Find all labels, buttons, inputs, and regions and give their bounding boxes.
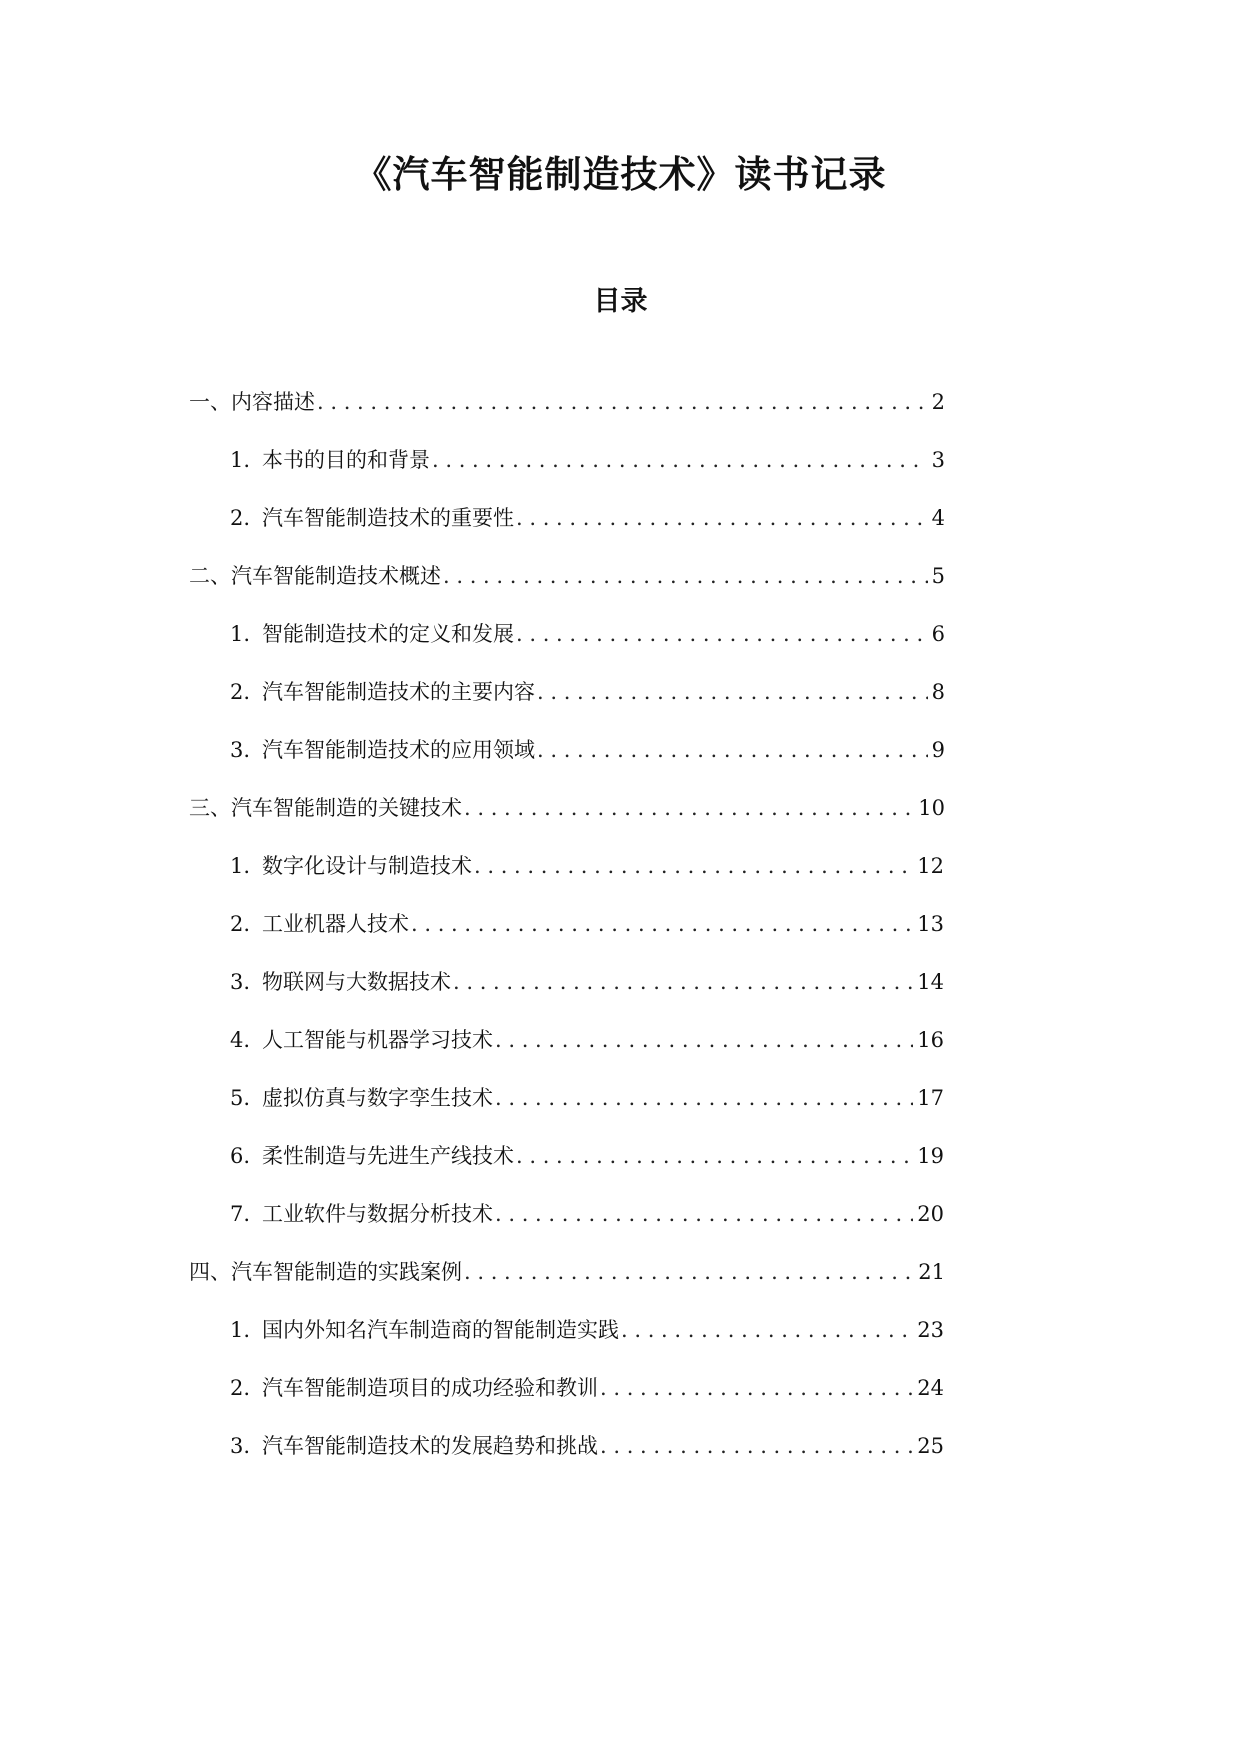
toc-entry-text: 柔性制造与先进生产线技术: [262, 1144, 514, 1168]
toc-heading: 目录: [593, 286, 648, 317]
toc-entry-text: 二、汽车智能制造技术概述: [189, 564, 441, 588]
toc-entry-section[interactable]: [189, 384, 945, 420]
toc-entry-number: 1.: [229, 854, 250, 878]
toc-entry-subsection[interactable]: [212, 964, 944, 1000]
toc-page-number: 14: [917, 970, 944, 994]
toc-entry-text: 汽车智能制造技术的重要性: [262, 506, 514, 530]
toc-entry-text: 三、汽车智能制造的关键技术: [189, 796, 462, 820]
toc-entry-number: 1.: [229, 622, 250, 646]
toc-entry-number: 2.: [229, 680, 250, 704]
toc-dot-leader: [514, 1138, 913, 1174]
toc-entry-text: 工业软件与数据分析技术: [262, 1202, 493, 1226]
toc-page-number: 9: [931, 738, 945, 762]
toc-page-number: 25: [917, 1434, 944, 1458]
toc-entry-number: 2.: [229, 1376, 250, 1400]
toc-dot-leader: [619, 1312, 913, 1348]
toc-entry-text: 四、汽车智能制造的实践案例: [189, 1260, 462, 1284]
toc-page-number: 4: [931, 506, 945, 530]
toc-page-number: 16: [917, 1028, 944, 1052]
toc-entry-subsection[interactable]: [212, 1370, 944, 1406]
toc-entry-subsection[interactable]: [212, 732, 945, 768]
toc-page-number: 12: [917, 854, 944, 878]
toc-page-number: 21: [918, 1260, 945, 1284]
toc-dot-leader: [535, 674, 928, 710]
toc-entry-number: 6.: [229, 1144, 250, 1168]
document-title: 《汽车智能制造技术》读书记录: [354, 153, 887, 196]
toc-entry-subsection[interactable]: [212, 442, 945, 478]
toc-entry-number: 4.: [229, 1028, 250, 1052]
toc-page-number: 6: [931, 622, 945, 646]
toc-entry-number: 3.: [229, 970, 250, 994]
toc-entry-number: 2.: [229, 912, 250, 936]
toc-dot-leader: [462, 1254, 914, 1290]
toc-entry-subsection[interactable]: [212, 674, 945, 710]
toc-page-number: 10: [918, 796, 945, 820]
toc-entry-text: 汽车智能制造技术的应用领域: [262, 738, 535, 762]
toc-entry-section[interactable]: [189, 558, 945, 594]
toc-dot-leader: [514, 616, 928, 652]
toc-page-number: 13: [917, 912, 944, 936]
toc-dot-leader: [315, 384, 928, 420]
toc-entry-text: 本书的目的和背景: [262, 448, 430, 472]
toc-dot-leader: [430, 442, 928, 478]
toc-entry-subsection[interactable]: [212, 1196, 944, 1232]
toc-entry-text: 汽车智能制造技术的发展趋势和挑战: [262, 1434, 598, 1458]
toc-entry-subsection[interactable]: [212, 500, 945, 536]
toc-dot-leader: [535, 732, 928, 768]
toc-page-number: 5: [931, 564, 945, 588]
toc-entry-number: 2.: [229, 506, 250, 530]
toc-dot-leader: [462, 790, 914, 826]
toc-entry-number: 1.: [229, 448, 250, 472]
toc-entry-text: 国内外知名汽车制造商的智能制造实践: [262, 1318, 619, 1342]
toc-entry-text: 虚拟仿真与数字孪生技术: [262, 1086, 493, 1110]
toc-entry-subsection[interactable]: [212, 616, 945, 652]
toc-entry-text: 数字化设计与制造技术: [262, 854, 472, 878]
toc-page-number: 8: [931, 680, 945, 704]
toc-entry-subsection[interactable]: [212, 1138, 944, 1174]
toc-entry-subsection[interactable]: [212, 1428, 944, 1464]
toc-dot-leader: [514, 500, 928, 536]
toc-entry-number: 3.: [229, 1434, 250, 1458]
toc-page-number: 23: [917, 1318, 944, 1342]
toc-dot-leader: [472, 848, 913, 884]
toc-entry-text: 一、内容描述: [189, 390, 315, 414]
toc-page-number: 20: [917, 1202, 944, 1226]
toc-page-number: 17: [917, 1086, 944, 1110]
toc-entry-text: 物联网与大数据技术: [262, 970, 451, 994]
toc-entry-section[interactable]: [189, 1254, 945, 1290]
toc-entry-subsection[interactable]: [212, 1080, 944, 1116]
toc-entry-subsection[interactable]: [212, 1312, 944, 1348]
toc-page-number: 19: [917, 1144, 944, 1168]
toc-entry-number: 3.: [229, 738, 250, 762]
toc-entry-section[interactable]: [189, 790, 945, 826]
toc-dot-leader: [598, 1428, 913, 1464]
toc-page-number: 24: [917, 1376, 944, 1400]
toc-dot-leader: [493, 1022, 913, 1058]
toc-dot-leader: [493, 1196, 913, 1232]
toc-entry-number: 5.: [229, 1086, 250, 1110]
toc-entry-text: 智能制造技术的定义和发展: [262, 622, 514, 646]
toc-entry-subsection[interactable]: [212, 848, 944, 884]
toc-dot-leader: [598, 1370, 913, 1406]
toc-dot-leader: [451, 964, 913, 1000]
toc-entry-number: 1.: [229, 1318, 250, 1342]
toc-entry-text: 人工智能与机器学习技术: [262, 1028, 493, 1052]
toc-entry-text: 汽车智能制造技术的主要内容: [262, 680, 535, 704]
toc-dot-leader: [493, 1080, 913, 1116]
toc-entry-subsection[interactable]: [212, 1022, 944, 1058]
toc-entry-number: 7.: [229, 1202, 250, 1226]
toc-dot-leader: [441, 558, 928, 594]
toc-entry-text: 汽车智能制造项目的成功经验和教训: [262, 1376, 598, 1400]
toc-page-number: 2: [931, 390, 945, 414]
toc-dot-leader: [409, 906, 913, 942]
toc-entry-subsection[interactable]: [212, 906, 944, 942]
toc-entry-text: 工业机器人技术: [262, 912, 409, 936]
toc-page-number: 3: [931, 448, 945, 472]
